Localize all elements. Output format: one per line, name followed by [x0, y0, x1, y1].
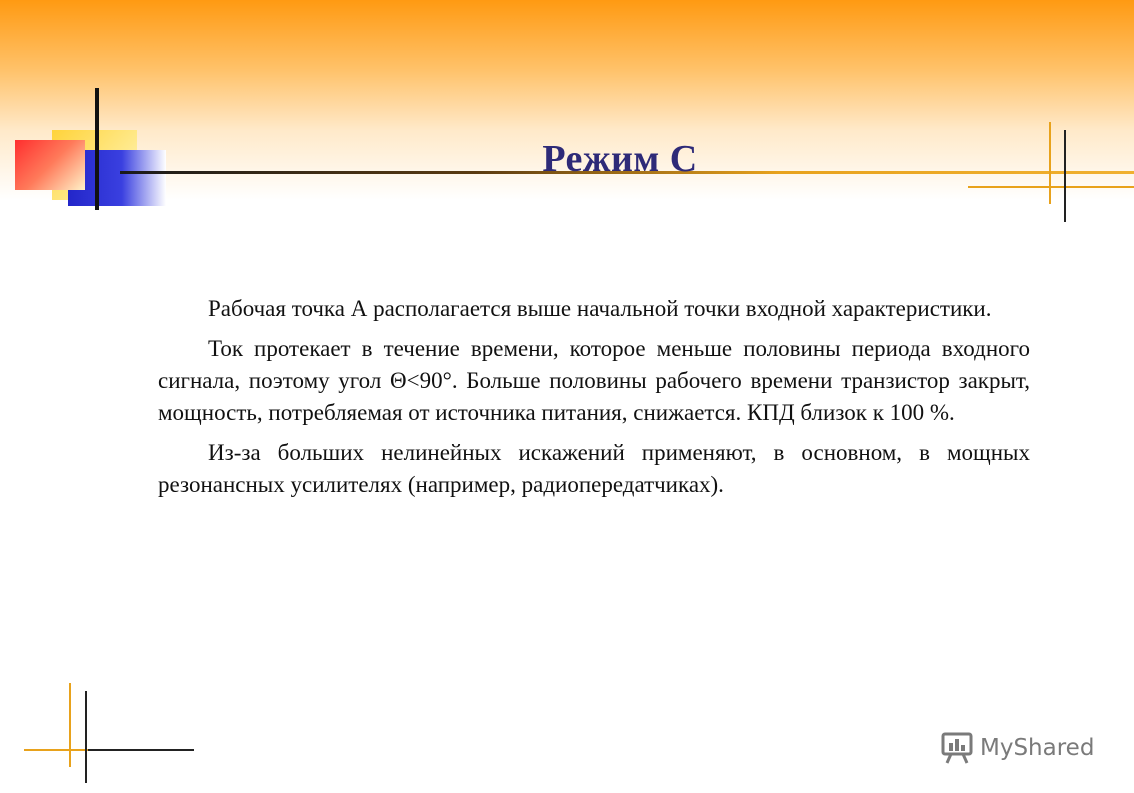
paragraph-current-flow: Ток протекает в течение времени, которое меньше половины периода входного сигнала, поэтому угол Θ<90°. Больше половины рабочего времени транзистор закрыт, мощность, потребляемая от источника питания, снижается. КПД близок к 100 %. [158, 336, 1030, 425]
bottom-vertical-dark-line [85, 691, 87, 783]
bottom-vertical-gold-line [69, 683, 71, 767]
slide-title: Режим С [542, 138, 698, 181]
paragraph-application: Из-за больших нелинейных искажений применяют, в основном, в мощных резонансных усилителях (например, радиопередатчиках). [158, 440, 1030, 497]
vertical-line-decoration [95, 88, 99, 210]
logo-text: MyShared [980, 735, 1095, 761]
myshared-logo[interactable] [940, 728, 1094, 768]
right-gold-line-decoration [968, 186, 1134, 188]
right-vertical-gold-line [1049, 122, 1051, 204]
presentation-board-icon [940, 731, 974, 765]
right-vertical-dark-line [1064, 130, 1066, 222]
paragraph-operating-point: Рабочая точка А располагается выше начальной точки входной характеристики. [208, 296, 992, 321]
slide-body [158, 293, 1030, 509]
bottom-dark-line-decoration [88, 749, 194, 751]
red-square-decoration [15, 140, 85, 190]
